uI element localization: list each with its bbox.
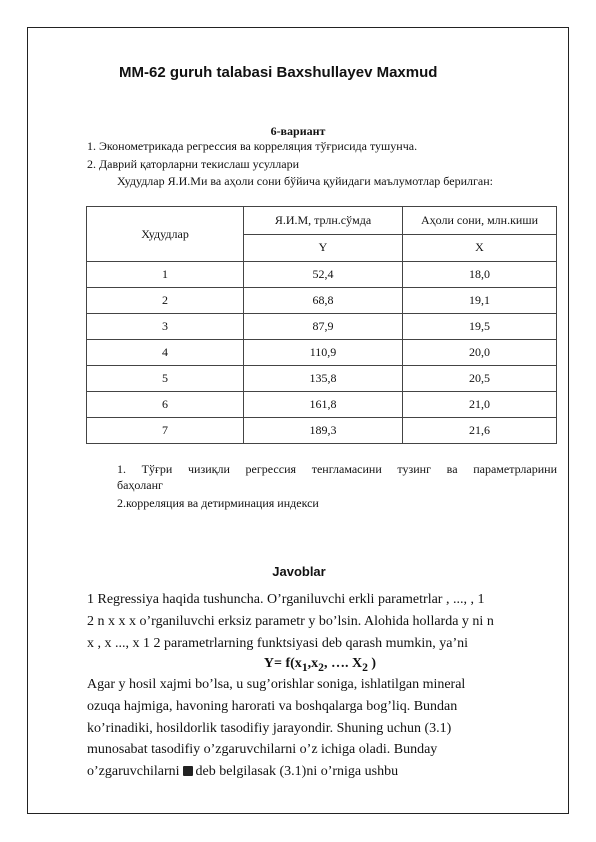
cell-region: 4 (87, 340, 244, 366)
table-row (87, 314, 557, 340)
answer-line: ko’rinadiki, hosildorlik tasodifiy jarayondir. Shuning uchun (3.1) (87, 721, 452, 736)
answer-line: ozuqa hajmiga, havoning harorati va boshqalarga bog’liq. Bundan (87, 699, 458, 714)
cell-y: 87,9 (244, 314, 403, 340)
answer-line: munosabat tasodifiy o’zgaruvchilarni o’z ichiga oladi. Bunday (87, 742, 438, 757)
cell-region: 1 (87, 262, 244, 288)
question-2: 2.корреляция ва детирминация индекси (117, 496, 319, 510)
cell-x: 20,5 (403, 366, 557, 392)
cell-x: 21,6 (403, 418, 557, 444)
header-region: Худудлар (87, 207, 244, 262)
table-intro: Худудлар Я.И.Ми ва аҳоли сони бўйича қуйидаги маълумотлар берилган: (117, 174, 493, 188)
page-title: MM-62 guruh talabasi Baxshullayev Maxmud (119, 64, 438, 81)
header-gdp: Я.И.М, трлн.сўмда (244, 207, 403, 235)
cell-y: 189,3 (244, 418, 403, 444)
cell-x: 21,0 (403, 392, 557, 418)
table-row (87, 366, 557, 392)
cell-y: 161,8 (244, 392, 403, 418)
cell-region: 7 (87, 418, 244, 444)
question-1: 1. Тўғри чизиқли регрессия тенгламасини тузинг ва параметрларини (117, 462, 557, 476)
cell-x: 19,1 (403, 288, 557, 314)
cell-y: 52,4 (244, 262, 403, 288)
answer-line: o’zgaruvchilarni deb belgilasak (3.1)ni o’rniga ushbu (87, 764, 399, 779)
table-row (87, 262, 557, 288)
answer-line: 1 Regressiya haqida tushuncha. O’rganiluvchi erkli parametrlar , ..., , 1 (87, 592, 485, 607)
header-population: Аҳоли сони, млн.киши (403, 207, 557, 235)
table-row (87, 288, 557, 314)
task-1: 1. Эконометрикада регрессия ва корреляция тўғрисида тушунча. (87, 139, 418, 153)
cell-y: 135,8 (244, 366, 403, 392)
question-1-continued: баҳоланг (117, 478, 163, 492)
header-symbol-x: X (403, 234, 557, 262)
cell-region: 6 (87, 392, 244, 418)
cell-y: 68,8 (244, 288, 403, 314)
table-row (87, 340, 557, 366)
regression-formula: $Y= f(x_1,x_2$, …. $X_2$ ) (263, 656, 377, 674)
cell-x: 20,0 (403, 340, 557, 366)
missing-symbol-icon (183, 766, 193, 776)
cell-y: 110,9 (244, 340, 403, 366)
answers-heading: Javoblar (272, 564, 326, 579)
answer-line: Agar y hosil xajmi bo’lsa, u sug’orishlar soniga, ishlatilgan mineral (87, 677, 466, 692)
answer-line: x , x ..., x 1 2 parametrlarning funktsiyasi deb qarash mumkin, ya’ni (87, 636, 469, 651)
cell-region: 2 (87, 288, 244, 314)
answer-line: 2 n x x x o’rganiluvchi erksiz parametr y bo’lsin. Alohida hollarda y ni n (87, 614, 494, 629)
table-row (87, 418, 557, 444)
task-2: 2. Даврий қаторларни текислаш усуллари (87, 157, 300, 171)
cell-x: 18,0 (403, 262, 557, 288)
cell-region: 3 (87, 314, 244, 340)
cell-region: 5 (87, 366, 244, 392)
header-symbol-y: Y (244, 234, 403, 262)
data-table (86, 206, 557, 444)
variant-heading: 6-вариант (270, 124, 326, 138)
table-row (87, 392, 557, 418)
cell-x: 19,5 (403, 314, 557, 340)
